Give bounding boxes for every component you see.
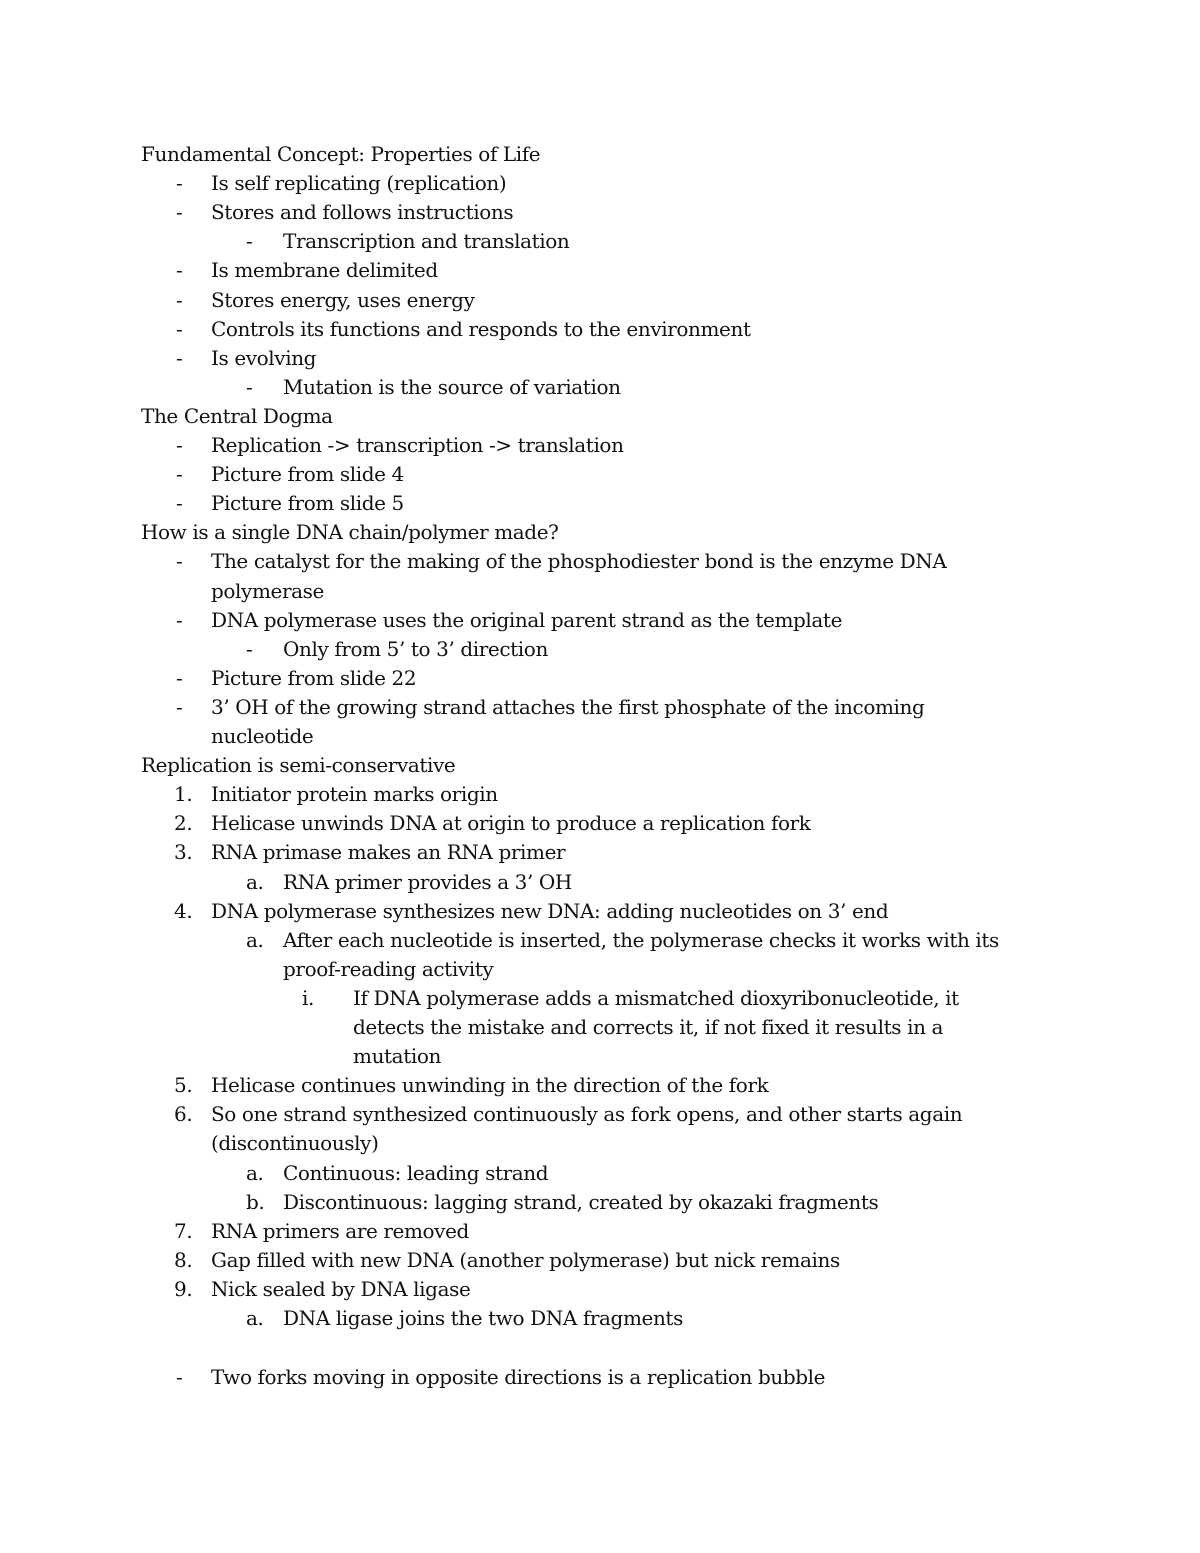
roman-item-continuation: [0, 1013, 1200, 1042]
list-item-text: Transcription and translation: [283, 229, 570, 253]
list-item: [0, 315, 1200, 344]
number-marker: 6.: [174, 1102, 193, 1126]
list-item-continuation: [0, 722, 1200, 751]
list-item: [0, 606, 1200, 635]
lettered-item: [0, 1188, 1200, 1217]
number-marker: 2.: [174, 811, 193, 835]
roman-item-continuation: [0, 1042, 1200, 1071]
numbered-item: [0, 897, 1200, 926]
list-item: [0, 489, 1200, 518]
number-marker: 3.: [174, 840, 193, 864]
lettered-item-continuation: [0, 955, 1200, 984]
list-item: [0, 693, 1200, 722]
dash-bullet: -: [246, 637, 253, 661]
letter-marker: a.: [246, 928, 264, 952]
list-item: [0, 1363, 1200, 1392]
list-item-continuation: [0, 577, 1200, 606]
list-item-text: If DNA polymerase adds a mismatched dioxyribonucleotide, it: [353, 986, 959, 1010]
heading-text: Fundamental Concept: Properties of Life: [141, 142, 541, 166]
lettered-item: [0, 868, 1200, 897]
list-item-text: Picture from slide 22: [211, 666, 417, 690]
list-item: [0, 460, 1200, 489]
list-item-text: Gap filled with new DNA (another polymerase) but nick remains: [211, 1248, 840, 1272]
list-item-text: proof-reading activity: [283, 957, 494, 981]
list-item: [0, 373, 1200, 402]
list-item-text: Stores energy, uses energy: [211, 288, 475, 312]
list-item-text: nucleotide: [211, 724, 314, 748]
dash-bullet: -: [176, 462, 183, 486]
list-item-text: Is evolving: [211, 346, 317, 370]
numbered-item: [0, 780, 1200, 809]
heading-text: The Central Dogma: [141, 404, 333, 428]
dash-bullet: -: [176, 200, 183, 224]
numbered-item: [0, 838, 1200, 867]
number-marker: 7.: [174, 1219, 193, 1243]
lettered-item: [0, 1304, 1200, 1333]
list-item-text: So one strand synthesized continuously as fork opens, and other starts again: [211, 1102, 963, 1126]
number-marker: 4.: [174, 899, 193, 923]
list-item-text: DNA polymerase synthesizes new DNA: adding nucleotides on 3’ end: [211, 899, 889, 923]
list-item: [0, 547, 1200, 576]
list-item: [0, 635, 1200, 664]
dash-bullet: -: [246, 229, 253, 253]
dash-bullet: -: [176, 491, 183, 515]
dash-bullet: -: [176, 171, 183, 195]
dash-bullet: -: [246, 375, 253, 399]
list-item-text: Replication -> transcription -> translation: [211, 433, 624, 457]
number-marker: 5.: [174, 1073, 193, 1097]
numbered-item-continuation: [0, 1129, 1200, 1158]
dash-bullet: -: [176, 695, 183, 719]
dash-bullet: -: [176, 288, 183, 312]
heading-properties-of-life: [0, 140, 1200, 169]
list-item: [0, 198, 1200, 227]
lettered-item: [0, 1159, 1200, 1188]
heading-text: Replication is semi-conservative: [141, 753, 456, 777]
numbered-item: [0, 1217, 1200, 1246]
list-item-text: DNA polymerase uses the original parent strand as the template: [211, 608, 843, 632]
list-item-text: Continuous: leading strand: [283, 1161, 549, 1185]
lettered-item: [0, 926, 1200, 955]
list-item-text: Helicase continues unwinding in the direction of the fork: [211, 1073, 769, 1097]
heading-text: How is a single DNA chain/polymer made?: [141, 520, 559, 544]
numbered-item: [0, 1071, 1200, 1100]
dash-bullet: -: [176, 666, 183, 690]
letter-marker: a.: [246, 870, 264, 894]
list-item-text: After each nucleotide is inserted, the polymerase checks it works with its: [283, 928, 999, 952]
list-item-text: RNA primer provides a 3’ OH: [283, 870, 572, 894]
number-marker: 1.: [174, 782, 193, 806]
heading-semi-conservative: [0, 751, 1200, 780]
dash-bullet: -: [176, 608, 183, 632]
list-item-text: Mutation is the source of variation: [283, 375, 621, 399]
list-item-text: Controls its functions and responds to the environment: [211, 317, 751, 341]
roman-item: [0, 984, 1200, 1013]
list-item: [0, 286, 1200, 315]
list-item-text: Stores and follows instructions: [211, 200, 514, 224]
list-item: [0, 227, 1200, 256]
list-item-text: Picture from slide 4: [211, 462, 404, 486]
list-item-text: DNA ligase joins the two DNA fragments: [283, 1306, 683, 1330]
list-item-text: Discontinuous: lagging strand, created by okazaki fragments: [283, 1190, 879, 1214]
numbered-item: [0, 1100, 1200, 1129]
list-item-text: Only from 5’ to 3’ direction: [283, 637, 548, 661]
list-item-text: detects the mistake and corrects it, if not fixed it results in a: [353, 1015, 944, 1039]
list-item-text: 3’ OH of the growing strand attaches the first phosphate of the incoming: [211, 695, 925, 719]
letter-marker: a.: [246, 1306, 264, 1330]
dash-bullet: -: [176, 258, 183, 282]
numbered-item: [0, 1275, 1200, 1304]
list-item-text: polymerase: [211, 579, 324, 603]
list-item-text: (discontinuously): [211, 1131, 379, 1155]
number-marker: 9.: [174, 1277, 193, 1301]
letter-marker: a.: [246, 1161, 264, 1185]
list-item: [0, 344, 1200, 373]
dash-bullet: -: [176, 549, 183, 573]
dash-bullet: -: [176, 346, 183, 370]
roman-marker: i.: [302, 986, 314, 1010]
list-item-text: Is self replicating (replication): [211, 171, 507, 195]
number-marker: 8.: [174, 1248, 193, 1272]
list-item-text: Picture from slide 5: [211, 491, 404, 515]
list-item-text: Two forks moving in opposite directions is a replication bubble: [211, 1365, 826, 1389]
heading-dna-chain: [0, 518, 1200, 547]
numbered-item: [0, 809, 1200, 838]
list-item-text: Nick sealed by DNA ligase: [211, 1277, 471, 1301]
list-item-text: The catalyst for the making of the phosphodiester bond is the enzyme DNA: [211, 549, 947, 573]
list-item-text: Initiator protein marks origin: [211, 782, 498, 806]
list-item-text: Helicase unwinds DNA at origin to produce a replication fork: [211, 811, 811, 835]
list-item: [0, 431, 1200, 460]
dash-bullet: -: [176, 433, 183, 457]
dash-bullet: -: [176, 317, 183, 341]
list-item: [0, 169, 1200, 198]
list-item-text: RNA primase makes an RNA primer: [211, 840, 566, 864]
letter-marker: b.: [246, 1190, 265, 1214]
list-item: [0, 256, 1200, 285]
heading-central-dogma: [0, 402, 1200, 431]
numbered-item: [0, 1246, 1200, 1275]
list-item: [0, 664, 1200, 693]
list-item-text: Is membrane delimited: [211, 258, 438, 282]
list-item-text: RNA primers are removed: [211, 1219, 469, 1243]
dash-bullet: -: [176, 1365, 183, 1389]
list-item-text: mutation: [353, 1044, 441, 1068]
